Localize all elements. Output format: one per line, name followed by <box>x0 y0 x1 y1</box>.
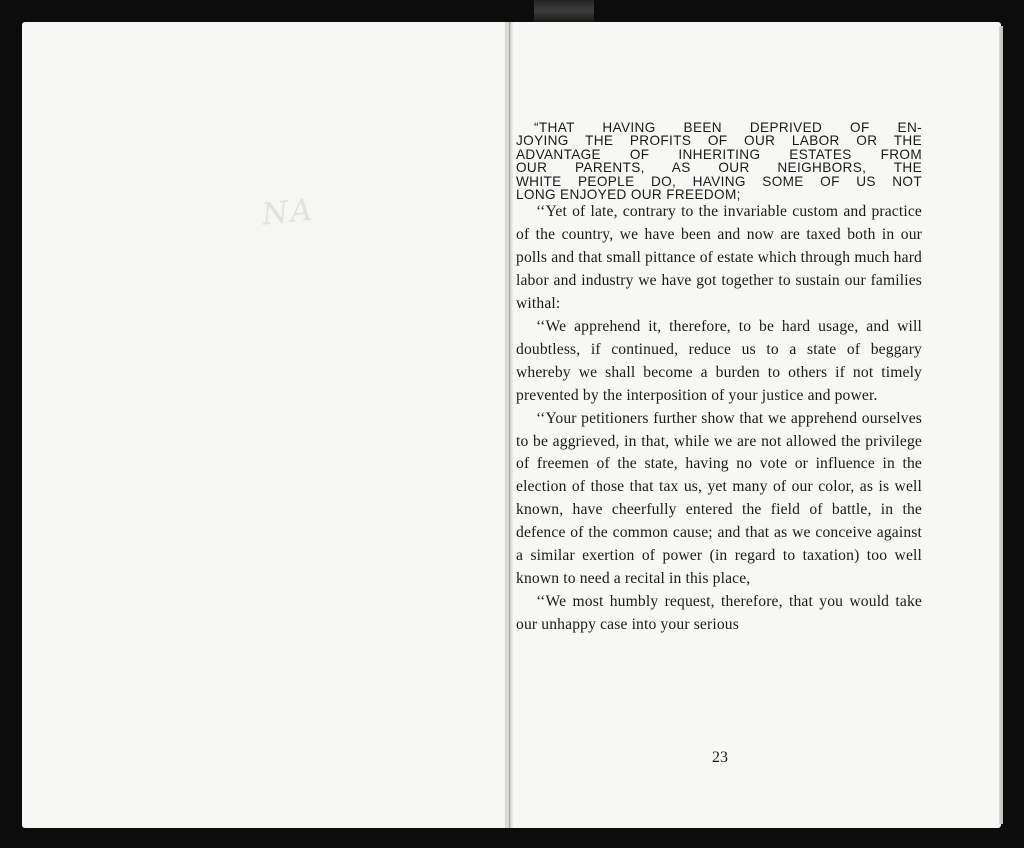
heading-line: ADVANTAGE OF INHERITING ESTATES FROM <box>516 146 922 162</box>
body-paragraph: ‘‘Yet of late, contrary to the invariable custom and practice of the country, we have been and now are taxed both in our polls and that small pittance of estate which through much hard labor and industry we have got together to sustain our families withal: <box>516 203 922 313</box>
heading-line: OUR PARENTS, AS OUR NEIGHBORS, THE <box>516 160 922 176</box>
body-paragraph: ‘‘We most humbly request, therefore, that you would take our unhappy case into your serious <box>516 592 922 633</box>
heading-line: WHITE PEOPLE DO, HAVING SOME OF US NOT <box>516 173 922 189</box>
binding-tape <box>534 0 594 22</box>
page-edge <box>999 26 1003 824</box>
pencil-mark: NA <box>260 192 316 233</box>
page-number: 23 <box>712 749 728 766</box>
heading-paragraph <box>516 121 922 201</box>
heading-line: “THAT HAVING BEEN DEPRIVED OF EN- <box>534 120 922 135</box>
heading-line: LONG ENJOYED OUR FREEDOM; <box>516 187 741 203</box>
page-text <box>516 121 922 637</box>
body-paragraph: ‘‘Your petitioners further show that we apprehend ourselves to be aggrieved, in that, while we are not allowed the privilege of freemen of the state, having no vote or influence in the election of those that tax us, yet many of our color, as is well known, have cheerfully entered the field of battle, in the defence of the common cause; and that as we conceive against a similar exertion of power (in regard to taxation) too well known to need a recital in this place, <box>516 409 922 587</box>
left-page <box>22 22 507 828</box>
book-gutter <box>505 22 513 828</box>
heading-line: JOYING THE PROFITS OF OUR LABOR OR THE <box>516 133 922 149</box>
body-paragraph: ‘‘We apprehend it, therefore, to be hard usage, and will doubtless, if continued, reduce us to a state of beggary whereby we shall become a burden to others if not timely prevented by the interposition of your justice and power. <box>516 317 922 404</box>
